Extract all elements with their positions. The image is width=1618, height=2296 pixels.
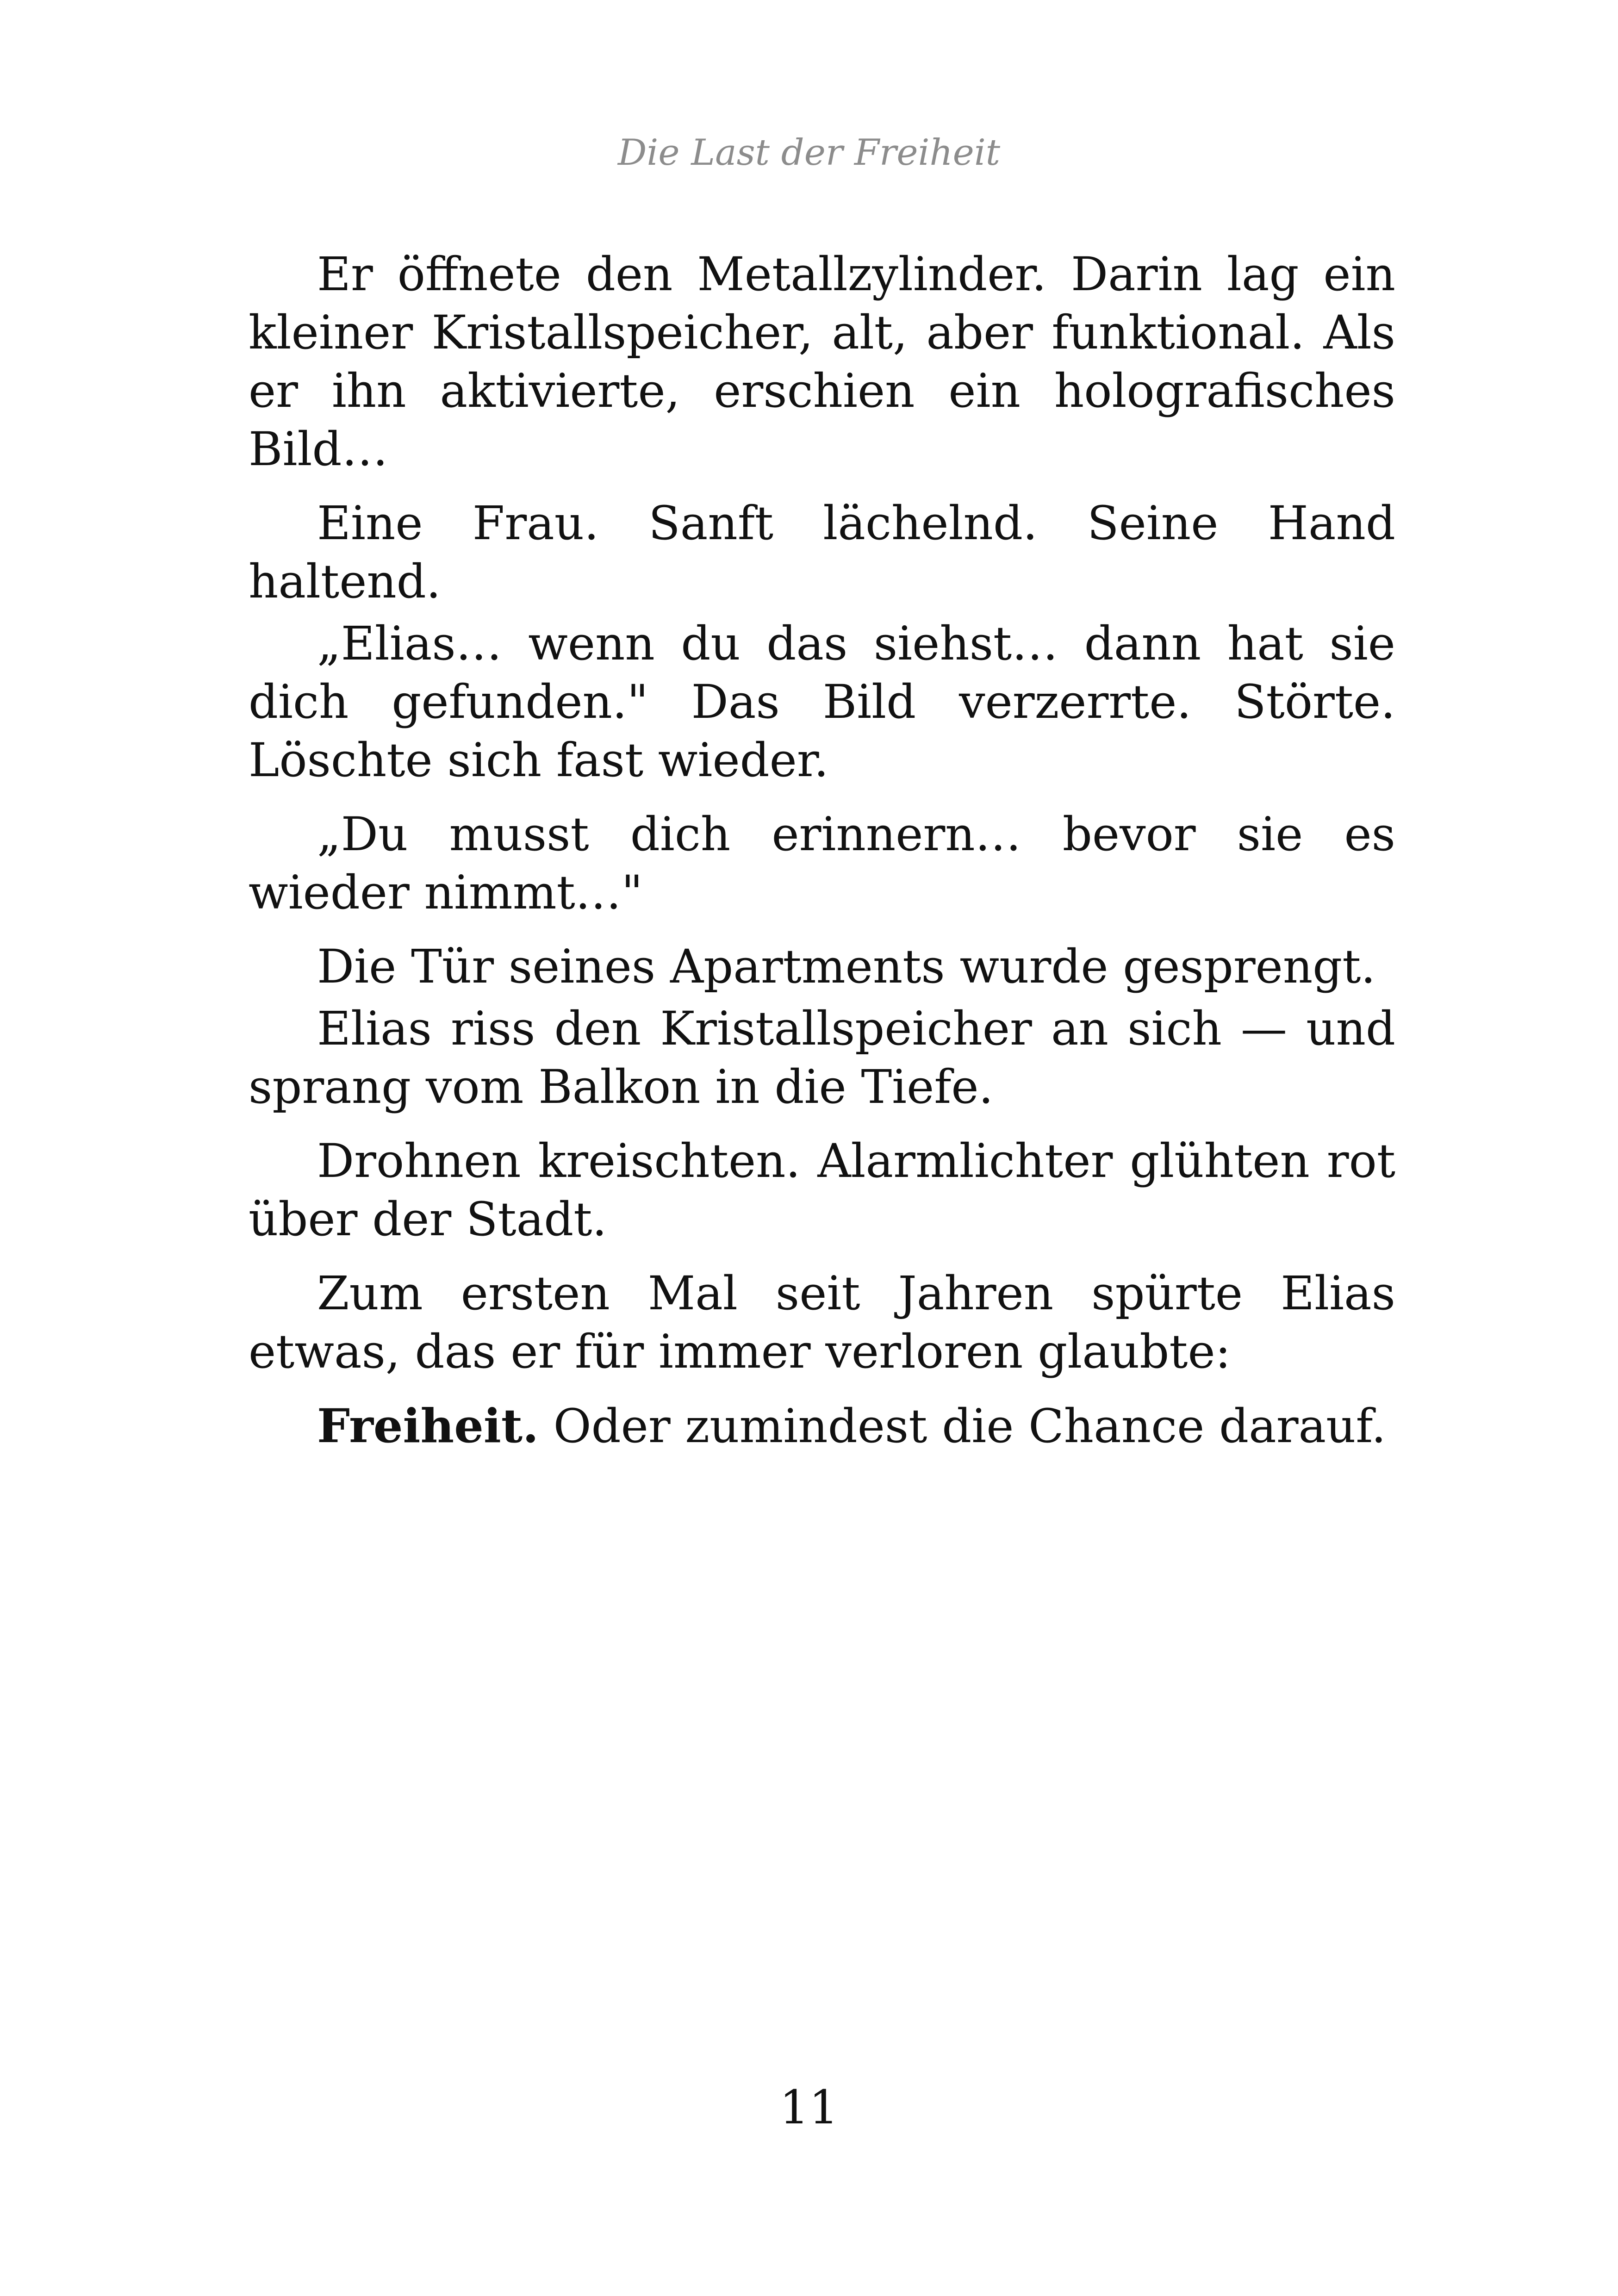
- paragraph-1: Er öffnete den Metallzylinder. Darin lag ein kleiner Kristallspeicher, alt, aber funktional. Als er ihn aktivierte, erschien ein holografisches Bild…: [249, 247, 1395, 476]
- paragraph-5: Die Tür seines Apartments wurde gesprengt.: [317, 940, 1376, 994]
- paragraph-8: Zum ersten Mal seit Jahren spürte Elias etwas, das er für immer verloren glaubte:: [249, 1266, 1395, 1379]
- paragraph-9: [249, 1397, 1395, 1456]
- page-number: 11: [779, 2080, 839, 2134]
- running-header: Die Last der Freiheit: [617, 132, 1001, 174]
- paragraph-2: Eine Frau. Sanft lächelnd. Seine Hand haltend.: [249, 496, 1395, 609]
- paragraph-6: Elias riss den Kristallspeicher an sich — und sprang vom Balkon in die Tiefe.: [249, 1002, 1395, 1114]
- paragraph-9-text: Oder zumindest die Chance darauf.: [538, 1399, 1386, 1453]
- emphasis-word: Freiheit.: [317, 1399, 539, 1453]
- paragraph-3: „Elias… wenn du das siehst… dann hat sie dich gefunden." Das Bild verzerrte. Störte. Löschte sich fast wieder.: [249, 616, 1395, 787]
- body-text: [249, 245, 1395, 1471]
- paragraph-7: Drohnen kreischten. Alarmlichter glühten rot über der Stadt.: [249, 1134, 1395, 1246]
- paragraph-4: „Du musst dich erinnern… bevor sie es wieder nimmt…": [249, 807, 1395, 920]
